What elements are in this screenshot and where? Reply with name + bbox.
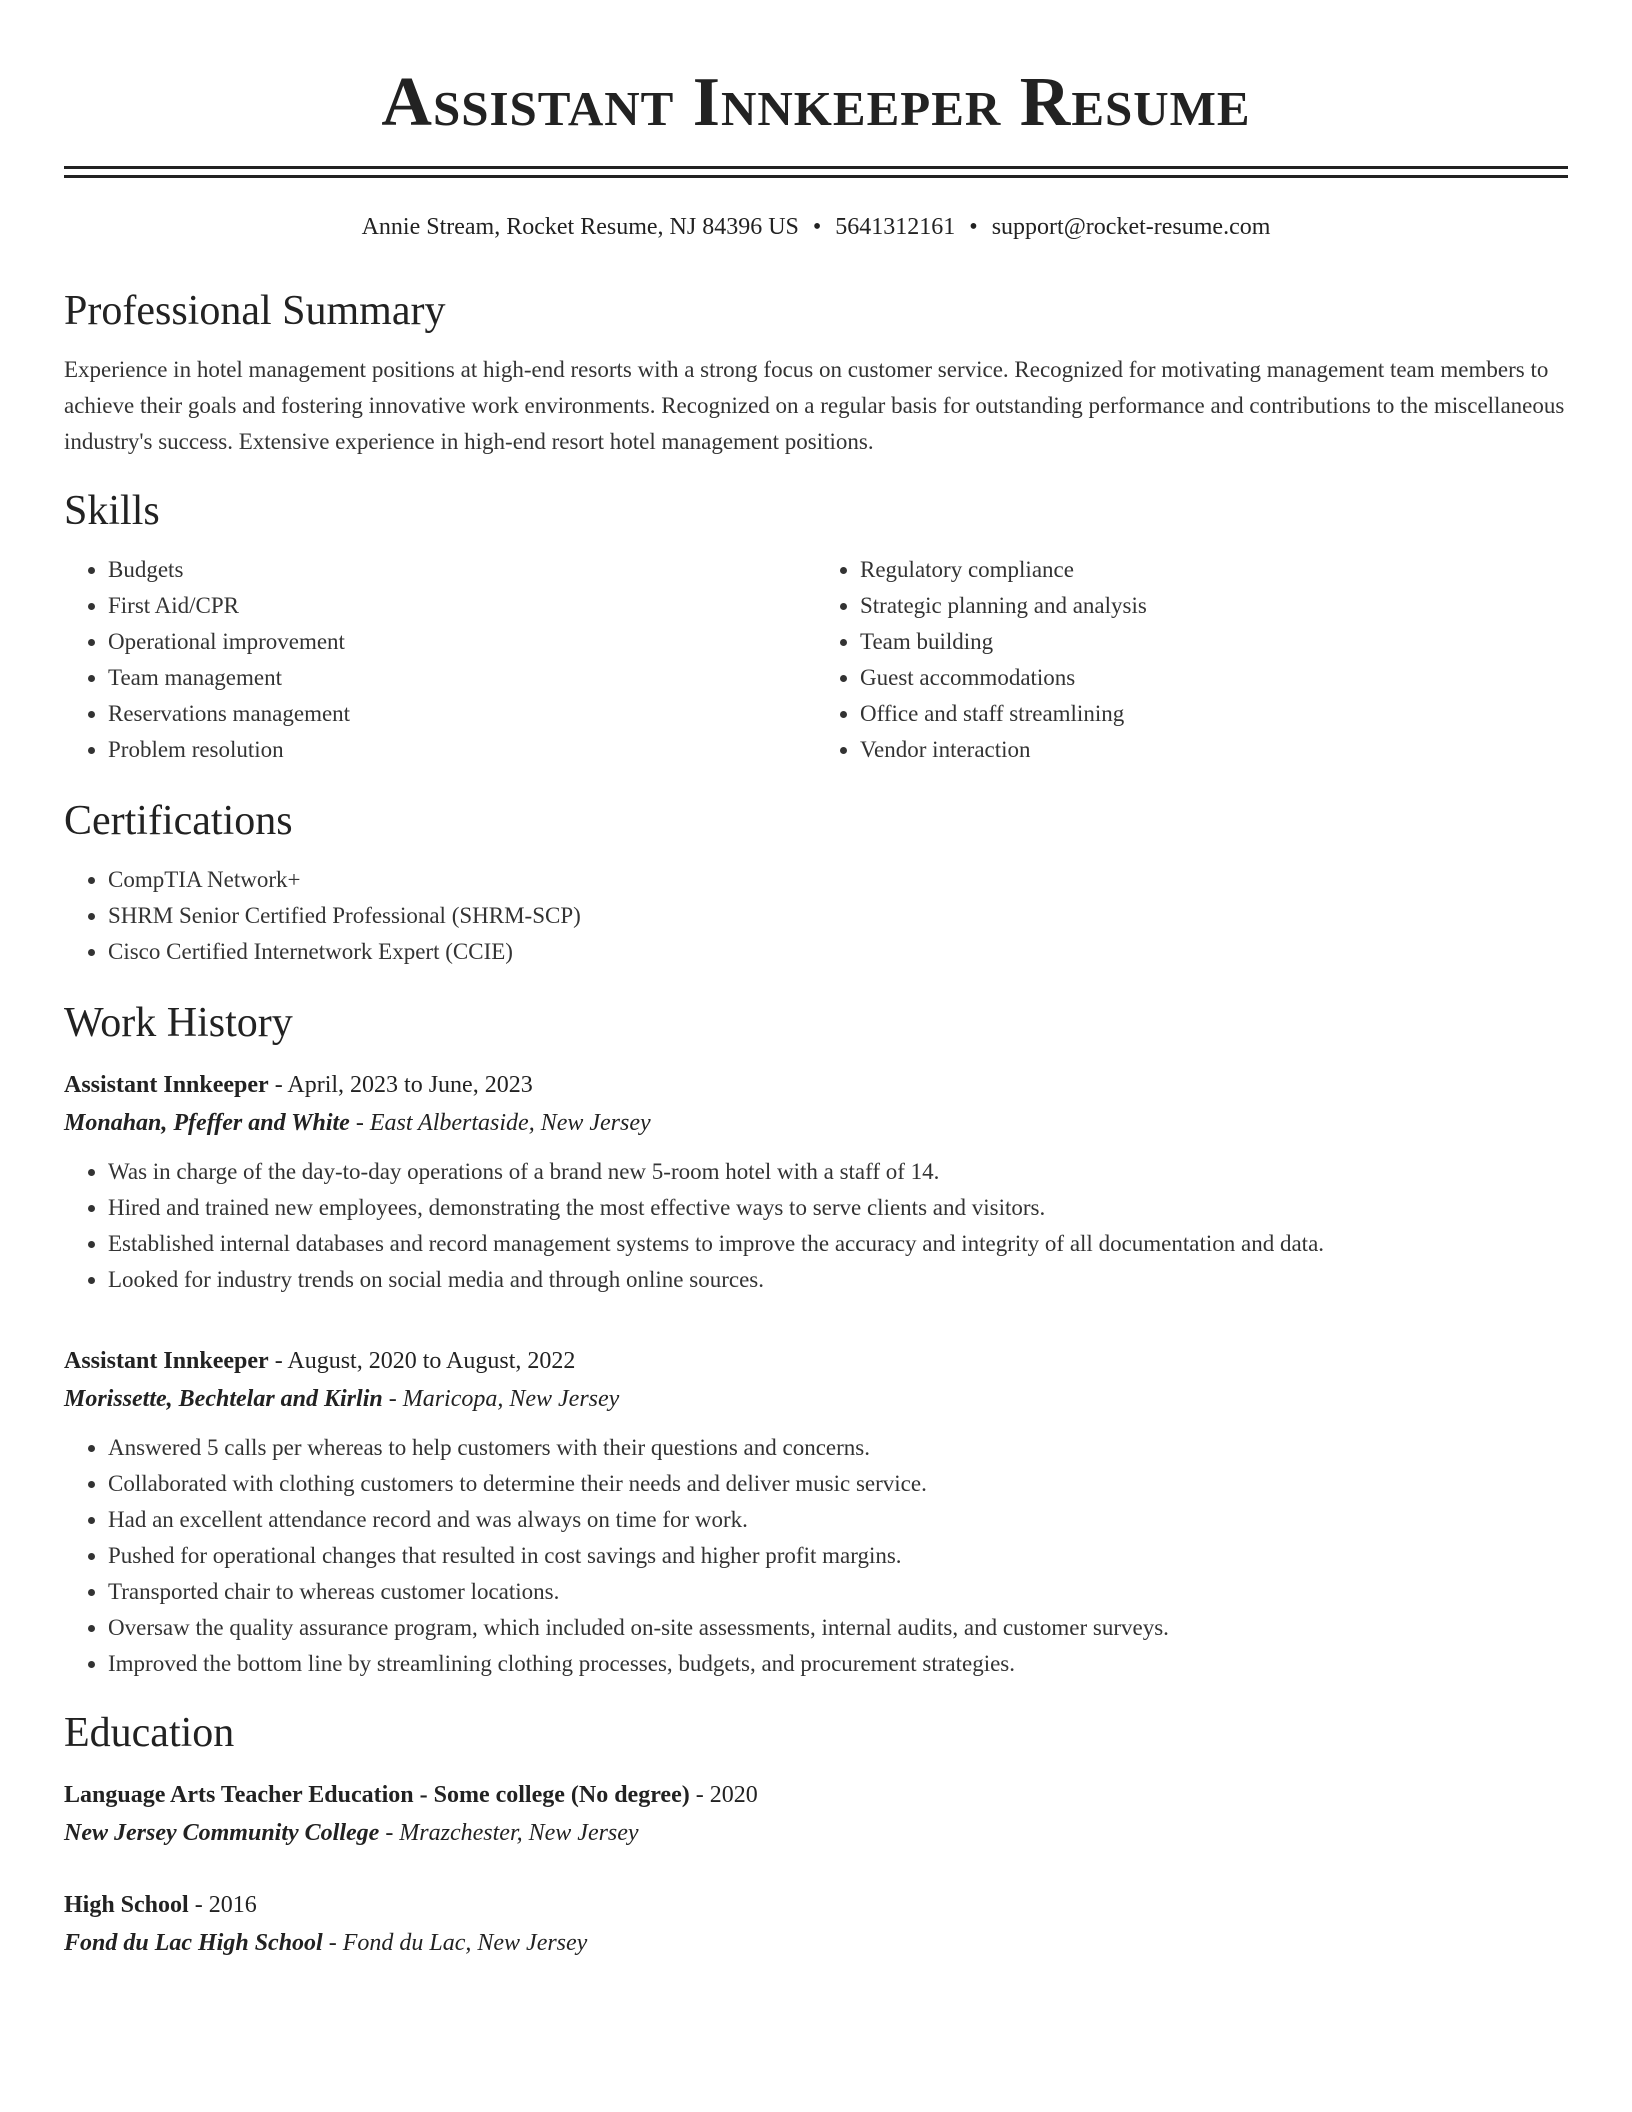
job-duties-list bbox=[64, 1430, 1568, 1682]
contact-separator: • bbox=[812, 214, 822, 240]
summary-heading: Professional Summary bbox=[64, 288, 446, 334]
contact-separator: • bbox=[969, 214, 978, 240]
job-duty-item: • Pushed for operational changes that resulted in cost savings and higher profit margins. bbox=[108, 1538, 1568, 1574]
skill-item: • Operational improvement bbox=[108, 624, 816, 660]
education-entry bbox=[64, 1776, 1568, 1852]
skill-item: • Team management bbox=[108, 660, 816, 696]
education-school-line bbox=[64, 1814, 1568, 1852]
job-location: - East Albertaside, New Jersey bbox=[349, 1110, 651, 1136]
title-divider-top bbox=[64, 166, 1568, 169]
education-header bbox=[64, 1776, 1568, 1814]
job-duty-item: • Transported chair to whereas customer locations. bbox=[108, 1574, 1568, 1610]
education-degree: High School bbox=[64, 1892, 189, 1918]
skills-columns bbox=[64, 552, 1568, 768]
job-duty-item: • Established internal databases and record management systems to improve the accuracy and integrity of all documentation and data. bbox=[108, 1226, 1568, 1262]
job-employer-line bbox=[64, 1380, 1568, 1418]
skill-item: • Budgets bbox=[108, 552, 816, 588]
job-title: Assistant Innkeeper bbox=[64, 1348, 269, 1374]
job-duty-item: • Looked for industry trends on social media and through online sources. bbox=[108, 1262, 1568, 1298]
education-year: - 2020 bbox=[689, 1782, 758, 1808]
job-duty-item: • Improved the bottom line by streamlining clothing processes, budgets, and procurement strategies. bbox=[108, 1646, 1568, 1682]
education-degree: Language Arts Teacher Education - Some college (No degree) bbox=[64, 1782, 690, 1808]
education-heading: Education bbox=[64, 1710, 235, 1756]
job-location: - Maricopa, New Jersey bbox=[382, 1386, 620, 1412]
job-entry bbox=[64, 1066, 1568, 1298]
skill-item: • Reservations management bbox=[108, 696, 816, 732]
education-school-line bbox=[64, 1924, 1568, 1962]
skills-list-left bbox=[64, 552, 816, 768]
contact-line bbox=[64, 212, 1568, 242]
resume-title: Assistant Innkeeper Resume bbox=[381, 64, 1251, 141]
summary-text: Experience in hotel management positions at high-end resorts with a strong focus on customer service. Recognized for motivating management team members to achieve their goals and fostering innovative work environments. Recognized on a regular basis for outstanding performance and contributions to the miscellaneous industry's success. Extensive experience in high-end resort hotel management positions. bbox=[64, 357, 1565, 454]
job-duty-item: • Answered 5 calls per whereas to help customers with their questions and concerns. bbox=[108, 1430, 1568, 1466]
job-entry bbox=[64, 1342, 1568, 1682]
skill-item: • Office and staff streamlining bbox=[860, 696, 1568, 732]
education-header bbox=[64, 1886, 1568, 1924]
contact-phone: 5641312161 bbox=[835, 214, 956, 240]
job-duty-item: • Collaborated with clothing customers to determine their needs and deliver music service. bbox=[108, 1466, 1568, 1502]
certification-item: • CompTIA Network+ bbox=[108, 862, 1568, 898]
education-location: - Mrazchester, New Jersey bbox=[379, 1820, 639, 1846]
job-header bbox=[64, 1066, 1568, 1104]
education-year: - 2016 bbox=[188, 1892, 257, 1918]
job-header bbox=[64, 1342, 1568, 1380]
skill-item: • Guest accommodations bbox=[860, 660, 1568, 696]
education-entry bbox=[64, 1886, 1568, 1962]
skill-item: • Vendor interaction bbox=[860, 732, 1568, 768]
job-dates: - August, 2020 to August, 2022 bbox=[268, 1348, 576, 1374]
job-duty-item: • Had an excellent attendance record and was always on time for work. bbox=[108, 1502, 1568, 1538]
education-school: Fond du Lac High School bbox=[64, 1930, 323, 1956]
job-duty-item: • Hired and trained new employees, demonstrating the most effective ways to serve clients and visitors. bbox=[108, 1190, 1568, 1226]
job-company: Monahan, Pfeffer and White bbox=[64, 1110, 350, 1136]
job-employer-line bbox=[64, 1104, 1568, 1142]
skills-list-right bbox=[816, 552, 1568, 768]
job-duties-list bbox=[64, 1154, 1568, 1298]
contact-email: support@rocket-resume.com bbox=[991, 214, 1271, 240]
contact-address: Annie Stream, Rocket Resume, NJ 84396 US bbox=[361, 214, 799, 240]
education-location: - Fond du Lac, New Jersey bbox=[322, 1930, 588, 1956]
title-divider-bottom bbox=[64, 175, 1568, 178]
job-dates: - April, 2023 to June, 2023 bbox=[268, 1072, 533, 1098]
skill-item: • Regulatory compliance bbox=[860, 552, 1568, 588]
skill-item: • Problem resolution bbox=[108, 732, 816, 768]
job-duty-item: • Was in charge of the day-to-day operations of a brand new 5-room hotel with a staff of 14. bbox=[108, 1154, 1568, 1190]
certification-item: • Cisco Certified Internetwork Expert (CCIE) bbox=[108, 934, 1568, 970]
certifications-heading: Certifications bbox=[64, 798, 293, 844]
skill-item: • Strategic planning and analysis bbox=[860, 588, 1568, 624]
certification-item: • SHRM Senior Certified Professional (SHRM-SCP) bbox=[108, 898, 1568, 934]
education-school: New Jersey Community College bbox=[64, 1820, 380, 1846]
certifications-list bbox=[64, 862, 1568, 970]
job-company: Morissette, Bechtelar and Kirlin bbox=[64, 1386, 383, 1412]
work-history-heading: Work History bbox=[64, 1000, 293, 1046]
skill-item: • Team building bbox=[860, 624, 1568, 660]
job-title: Assistant Innkeeper bbox=[64, 1072, 269, 1098]
job-duty-item: • Oversaw the quality assurance program, which included on-site assessments, internal audits, and customer surveys. bbox=[108, 1610, 1568, 1646]
skills-heading: Skills bbox=[64, 488, 160, 534]
skill-item: • First Aid/CPR bbox=[108, 588, 816, 624]
